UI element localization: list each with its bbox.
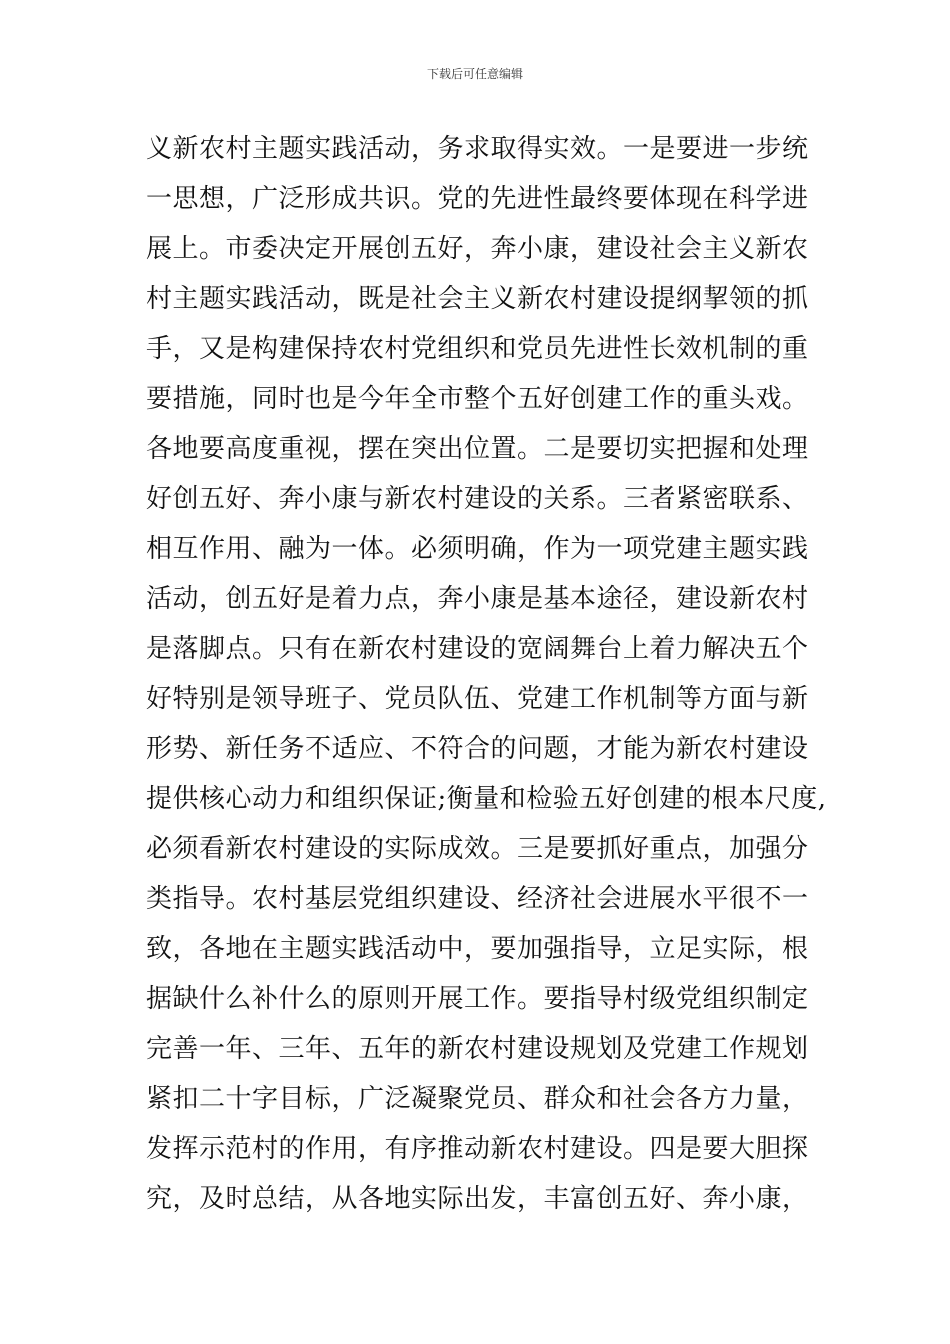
- text-line: 各地要高度重视，摆在突出位置。二是要切实把握和处理: [146, 434, 809, 464]
- text-line: 完善一年、三年、五年的新农村建设规划及党建工作规划: [146, 1034, 809, 1064]
- text-line: 必须看新农村建设的实际成效。三是要抓好重点，加强分: [146, 834, 809, 864]
- text-line: 一思想，广泛形成共识。党的先进性最终要体现在科学进: [146, 184, 809, 214]
- text-line: 村主题实践活动，既是社会主义新农村建设提纲挈领的抓: [146, 284, 809, 314]
- text-line: 紧扣二十字目标，广泛凝聚党员、群众和社会各方力量，: [146, 1084, 809, 1114]
- text-line: 提供核心动力和组织保证;衡量和检验五好创建的根本尺度,: [146, 784, 827, 814]
- text-line: 好创五好、奔小康与新农村建设的关系。三者紧密联系、: [146, 484, 809, 514]
- text-line: 活动，创五好是着力点，奔小康是基本途径，建设新农村: [146, 584, 809, 614]
- text-line: 据缺什么补什么的原则开展工作。要指导村级党组织制定: [146, 984, 809, 1014]
- text-line: 手，又是构建保持农村党组织和党员先进性长效机制的重: [146, 334, 809, 364]
- text-line: 要措施，同时也是今年全市整个五好创建工作的重头戏。: [146, 384, 809, 414]
- text-line: 致，各地在主题实践活动中，要加强指导，立足实际，根: [146, 934, 809, 964]
- text-line: 相互作用、融为一体。必须明确，作为一项党建主题实践: [146, 534, 809, 564]
- text-line: 是落脚点。只有在新农村建设的宽阔舞台上着力解决五个: [146, 634, 809, 664]
- text-line: 类指导。农村基层党组织建设、经济社会进展水平很不一: [146, 884, 809, 914]
- text-line: 究，及时总结，从各地实际出发，丰富创五好、奔小康，: [146, 1184, 809, 1214]
- document-body: [146, 124, 826, 1224]
- text-line: 好特别是领导班子、党员队伍、党建工作机制等方面与新: [146, 684, 809, 714]
- text-line: 义新农村主题实践活动，务求取得实效。一是要进一步统: [146, 134, 809, 164]
- text-line: 形势、新任务不适应、不符合的问题，才能为新农村建设: [146, 734, 809, 764]
- text-line: 发挥示范村的作用，有序推动新农村建设。四是要大胆探: [146, 1134, 809, 1164]
- text-line: 展上。市委决定开展创五好，奔小康，建设社会主义新农: [146, 234, 809, 264]
- page-header-note: 下载后可任意编辑: [426, 67, 523, 81]
